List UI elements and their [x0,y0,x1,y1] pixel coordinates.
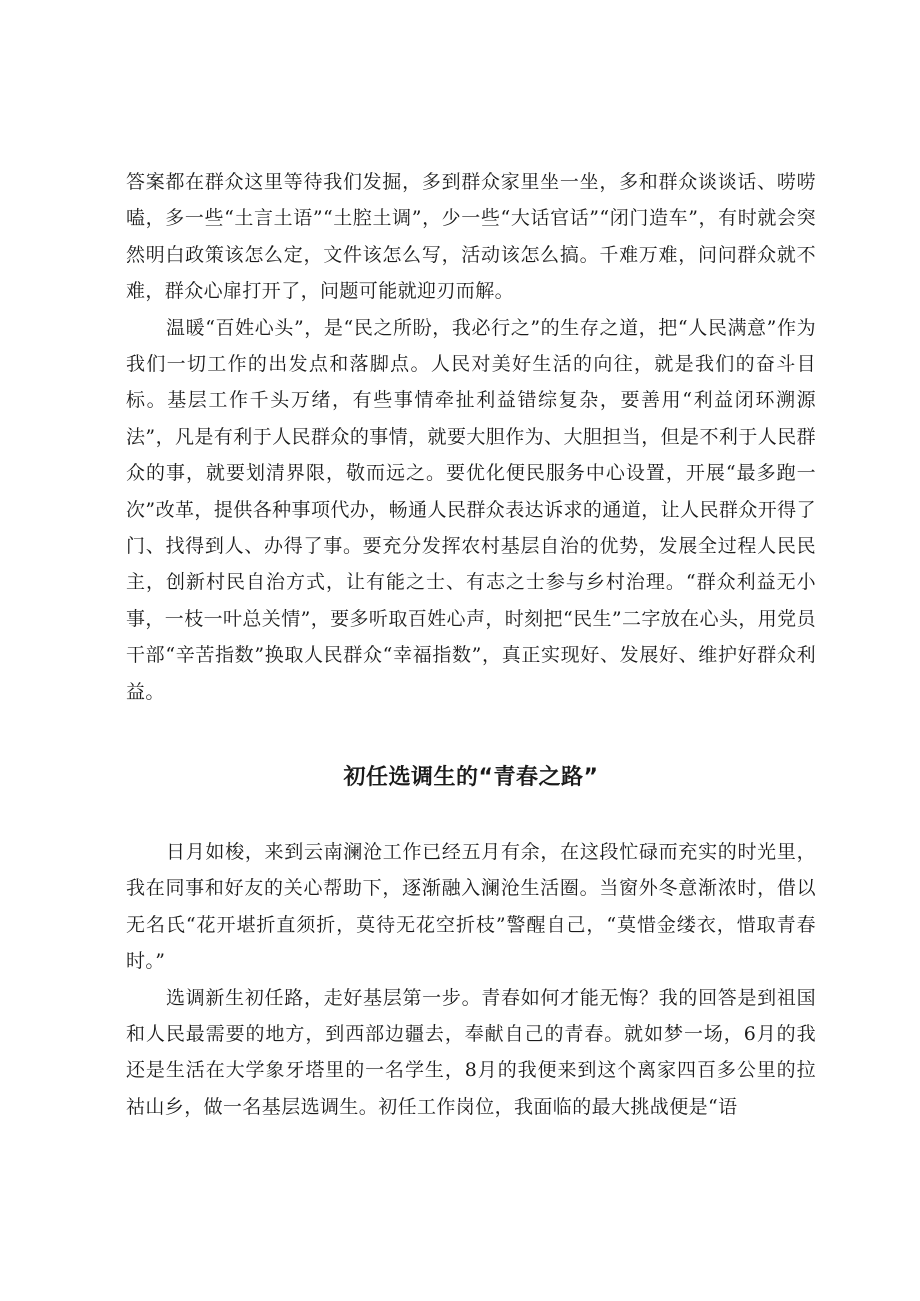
text-block-after-title [126,834,816,1125]
text-block-before-title [126,164,816,710]
paragraph-time-flies: 日月如梭，来到云南澜沧工作已经五月有余，在这段忙碌而充实的时光里，我在同事和好友的关心帮助下，逐渐融入澜沧生活圈。当窗外冬意渐浓时，借以无名氏“花开堪折直须折，莫待无花空折枝”警醒自己，“莫惜金缕衣，惜取青春时。” [126,841,816,973]
section-title: 初任选调生的“青春之路” [343,765,599,790]
paragraph-first-step: 选调新生初任路，走好基层第一步。青春如何才能无悔？我的回答是到祖国和人民最需要的地方，到西部边疆去，奉献自己的青春。就如梦一场，6月的我还是生活在大学象牙塔里的一名学生，8月的我便来到这个离家四百多公里的拉祜山乡，做一名基层选调生。初任工作岗位，我面临的最大挑战便是“语 [126,986,816,1118]
paragraph-continuation: 答案都在群众这里等待我们发掘，多到群众家里坐一坐，多和群众谈谈话、唠唠嗑，多一些“土言土语”“土腔土调”，少一些“大话官话”“闭门造车”，有时就会突然明白政策该怎么定，文件该怎么写，活动该怎么搞。千难万难，问问群众就不难，群众心扉打开了，问题可能就迎刃而解。 [126,171,816,303]
paragraph-warm-people-hearts: 温暖“百姓心头”，是“民之所盼，我必行之”的生存之道，把“人民满意”作为我们一切工作的出发点和落脚点。人民对美好生活的向往，就是我们的奋斗目标。基层工作千头万绪，有些事情牵扯利益错综复杂，要善用“利益闭环溯源法”，凡是有利于人民群众的事情，就要大胆作为、大胆担当，但是不利于人民群众的事，就要划清界限，敬而远之。要优化便民服务中心设置，开展“最多跑一次”改革，提供各种事项代办，畅通人民群众表达诉求的通道，让人民群众开得了门、找得到人、办得了事。要充分发挥农村基层自治的优势，发展全过程人民民主，创新村民自治方式，让有能之士、有志之士参与乡村治理。“群众利益无小事，一枝一叶总关情”，要多听取百姓心声，时刻把“民生”二字放在心头，用党员干部“辛苦指数”换取人民群众“幸福指数”，真正实现好、发展好、维护好群众利益。 [126,316,816,703]
